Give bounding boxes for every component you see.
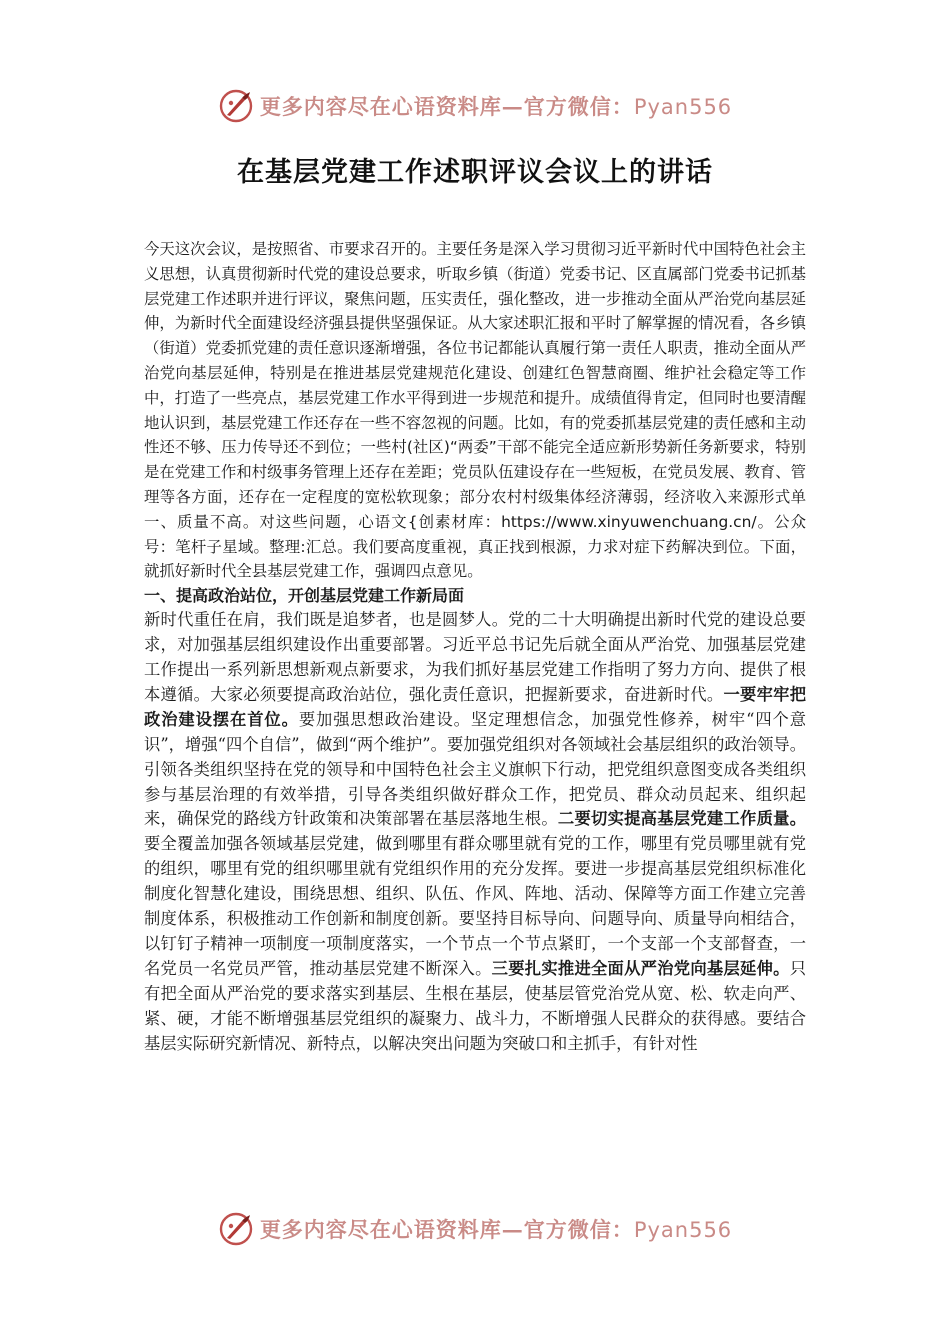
- quill-logo-icon: [218, 88, 254, 124]
- section-paragraph: [144, 608, 806, 1056]
- bold-point-1: 一要牢牢把政治建设摆在首位。: [144, 684, 806, 729]
- section-text-1: 新时代重任在肩，我们既是追梦者，也是圆梦人。党的二十大明确提出新时代党的建设总要求，对加强基层组织建设作出重要部署。习近平总书记先后就全面从严治党、加强基层党建工作提出一系列新思想新观点新要求，为我们抓好基层党建工作指明了努力方向、提供了根本遵循。大家必须要提高政治站位，强化责任意识，把握新要求，奋进新时代。: [144, 610, 806, 704]
- watermark-text: 更多内容尽在心语资料库—官方微信：: [259, 94, 634, 119]
- watermark-id: Pyan556: [633, 95, 733, 119]
- intro-paragraph: 今天这次会议，是按照省、市要求召开的。主要任务是深入学习贯彻习近平新时代中国特色社会主义思想，认真贯彻新时代党的建设总要求，听取乡镇（街道）党委书记、区直属部门党委书记抓基层党建工作述职并进行评议，聚焦问题，压实责任，强化整改，进一步推动全面从严治党向基层延伸，为新时代全面建设经济强县提供坚强保证。从大家述职汇报和平时了解掌握的情况看，各乡镇（街道）党委抓党建的责任意识逐渐增强，各位书记都能认真履行第一责任人职责，推动全面从严治党向基层延伸，特别是在推进基层党建规范化建设、创建红色智慧商圈、维护社会稳定等工作中，打造了一些亮点，基层党建工作水平得到进一步规范和提升。成绩值得肯定，但同时也要清醒地认识到，基层党建工作还存在一些不容忽视的问题。比如，有的党委抓基层党建的责任感和主动性还不够、压力传导还不到位；一些村(社区)“两委”干部不能完全适应新形势新任务新要求，特别是在党建工作和村级事务管理上还存在差距；党员队伍建设存在一些短板，在党员发展、教育、管理等各方面，还存在一定程度的宽松软现象；部分农村村级集体经济薄弱，经济收入来源形式单一、质量不高。对这些问题，心语文{创素材库：https://www.xinyuwenchuang.cn/。公众号：笔杆子星域。整理:汇总。我们要高度重视，真正找到根源，力求对症下药解决到位。下面，就抓好新时代全县基层党建工作，强调四点意见。: [144, 240, 806, 581]
- document-body: [144, 237, 806, 1056]
- watermark-banner-bottom: [0, 1209, 950, 1249]
- bold-point-2: 二要切实提高基层党建工作质量。: [557, 809, 806, 829]
- bold-point-3: 三要扎实推进全面从严治党向基层延伸。: [491, 958, 790, 978]
- watermark-text: 更多内容尽在心语资料库—官方微信：: [259, 1217, 634, 1242]
- quill-logo-icon: [218, 1211, 254, 1247]
- watermark-banner-top: [0, 86, 950, 126]
- watermark-id: Pyan556: [633, 1218, 733, 1242]
- section-text-4: 只有把全面从严治党的要求落实到基层、生根在基层，使基层管党治党从宽、松、软走向严、紧、硬，才能不断增强基层党组织的凝聚力、战斗力，不断增强人民群众的获得感。要结合基层实际研究新情况、新特点，以解决突出问题为突破口和主抓手，有针对性: [144, 958, 806, 1053]
- document-title: 在基层党建工作述职评议会议上的讲话: [237, 157, 713, 188]
- section-text-2: 要加强思想政治建设。坚定理想信念，加强党性修养，树牢“四个意识”，增强“四个自信”，做到“两个维护”。要加强党组织对各领域社会基层组织的政治领导。引领各类组织坚持在党的领导和中国特色社会主义旗帜下行动，把党组织意图变成各类组织参与基层治理的有效举措，引导各类组织做好群众工作，把党员、群众动员起来、组织起来，确保党的路线方针政策和决策部署在基层落地生根。: [144, 709, 806, 829]
- section-heading: 一、提高政治站位，开创基层党建工作新局面: [144, 586, 465, 606]
- section-text-3: 要全覆盖加强各领域基层党建，做到哪里有群众哪里就有党的工作，哪里有党员哪里就有党的组织，哪里有党的组织哪里就有党组织作用的充分发挥。要进一步提高基层党组织标准化制度化智慧化建设，围绕思想、组织、队伍、作风、阵地、活动、保障等方面工作建立完善制度体系，积极推动工作创新和制度创新。要坚持目标导向、问题导向、质量导向相结合，以钉钉子精神一项制度一项制度落实，一个节点一个节点紧盯，一个支部一个支部督查，一名党员一名党员严管，推动基层党建不断深入。: [144, 834, 806, 978]
